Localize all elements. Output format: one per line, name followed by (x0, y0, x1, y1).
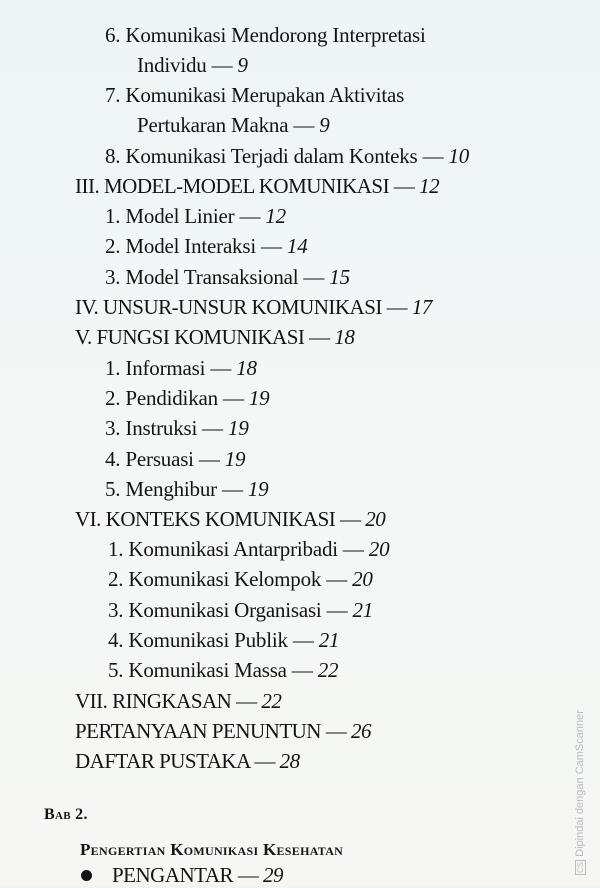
toc-page-number: 18 (236, 356, 257, 380)
toc-line (105, 415, 249, 441)
toc-text: Komunikasi Terjadi dalam Konteks — (125, 144, 444, 168)
toc-text: Komunikasi Publik — (128, 628, 314, 652)
toc-line (105, 22, 426, 48)
toc-page-number: 15 (329, 265, 350, 289)
toc-line (108, 566, 373, 592)
toc-text: Menghibur — (125, 477, 243, 501)
toc-number: 6. (105, 23, 121, 47)
toc-text: Individu — (137, 53, 233, 77)
toc-page-number: 14 (286, 234, 308, 258)
toc-text: Pendidikan — (125, 386, 244, 410)
camscanner-logo-icon: CS (576, 861, 585, 873)
toc-line (105, 264, 350, 290)
toc-number: 3. (108, 598, 124, 622)
toc-text: PERTANYAAN PENUNTUN — (75, 719, 347, 743)
toc-text: FUNGSI KOMUNIKASI — (96, 325, 330, 349)
toc-section-number: IV. (75, 295, 99, 319)
toc-section-heading (75, 324, 354, 350)
toc-text: DAFTAR PUSTAKA — (75, 749, 275, 773)
chapter-label: Bab 2. (44, 806, 88, 823)
toc-page-number: 19 (224, 447, 246, 471)
toc-text: Model Transaksional — (125, 265, 325, 289)
toc-text: Model Interaksi — (125, 234, 282, 258)
toc-section-number: V. (75, 325, 92, 349)
toc-line (105, 446, 245, 472)
toc-page-number: 20 (352, 567, 373, 591)
toc-line (105, 385, 269, 411)
toc-page-number: 19 (248, 386, 270, 410)
toc-text: Komunikasi Antarpribadi — (128, 537, 364, 561)
toc-page-number: 12 (419, 174, 440, 198)
chapter-title: Pengertian Komunikasi Kesehatan (80, 840, 344, 859)
bullet-icon (81, 870, 92, 881)
toc-text: Komunikasi Mendorong Interpretasi (125, 23, 426, 47)
toc-line (137, 52, 248, 78)
toc-text: Pertukaran Makna — (137, 113, 315, 137)
toc-line (108, 536, 389, 562)
toc-page-number: 9 (319, 113, 330, 137)
toc-number: 7. (105, 83, 121, 107)
toc-number: 3. (105, 265, 121, 289)
toc-page-number: 21 (318, 628, 340, 652)
toc-number: 4. (105, 447, 121, 471)
toc-number: 1. (108, 537, 124, 561)
toc-text: Persuasi — (125, 447, 220, 471)
toc-section-heading (75, 506, 385, 532)
toc-number: 5. (108, 658, 124, 682)
toc-text: Informasi — (125, 356, 232, 380)
toc-section-number: VI. (75, 507, 101, 531)
toc-text: UNSUR-UNSUR KOMUNIKASI — (102, 295, 408, 319)
toc-page-number: 29 (263, 863, 283, 887)
toc-section-heading (75, 748, 300, 774)
toc-page-number: 20 (368, 537, 390, 561)
toc-text: Instruksi — (125, 416, 223, 440)
toc-section-heading (75, 173, 439, 199)
toc-line (112, 862, 283, 888)
toc-line (105, 143, 469, 169)
toc-text: MODEL-MODEL KOMUNIKASI — (103, 174, 415, 198)
toc-page-number: 19 (228, 416, 249, 440)
toc-number: 5. (105, 477, 121, 501)
toc-page-number: 10 (448, 144, 470, 168)
toc-page-number: 12 (265, 204, 286, 228)
toc-section-heading (75, 688, 281, 714)
toc-line (105, 233, 308, 259)
toc-text: Model Linier — (125, 204, 261, 228)
toc-number: 1. (105, 204, 121, 228)
scanner-watermark (574, 710, 586, 875)
toc-page-number: 28 (279, 749, 300, 773)
toc-text: Komunikasi Organisasi — (128, 598, 348, 622)
toc-line (105, 203, 286, 229)
toc-page-number: 18 (334, 325, 355, 349)
toc-page-number: 20 (365, 507, 386, 531)
toc-line (105, 82, 404, 108)
toc-number: 2. (105, 234, 121, 258)
toc-section-heading (75, 294, 432, 320)
toc-line (108, 627, 339, 653)
toc-line (108, 597, 373, 623)
toc-text: KONTEKS KOMUNIKASI — (105, 507, 361, 531)
toc-line (105, 355, 257, 381)
toc-page-number: 9 (237, 53, 248, 77)
toc-number: 8. (105, 144, 121, 168)
toc-line (108, 657, 338, 683)
toc-number: 2. (105, 386, 121, 410)
toc-number: 4. (108, 628, 124, 652)
toc-text: RINGKASAN — (112, 689, 257, 713)
toc-page-number: 22 (317, 658, 339, 682)
toc-number: 1. (105, 356, 121, 380)
toc-line (105, 476, 268, 502)
toc-page-number: 17 (411, 295, 432, 319)
toc-text: Komunikasi Massa — (128, 658, 313, 682)
toc-page-number: 21 (352, 598, 374, 622)
toc-page-number: 19 (247, 477, 269, 501)
toc-section-heading (75, 718, 371, 744)
toc-section-number: III. (75, 174, 100, 198)
toc-text: Komunikasi Kelompok — (128, 567, 348, 591)
toc-text: PENGANTAR — (112, 863, 259, 887)
toc-text: Komunikasi Merupakan Aktivitas (125, 83, 405, 107)
toc-page-number: 22 (261, 689, 282, 713)
toc-line (137, 112, 330, 138)
toc-section-number: VII. (75, 689, 108, 713)
watermark-text: Dipindai dengan CamScanner (574, 710, 586, 857)
toc-number: 2. (108, 567, 124, 591)
toc-page-number: 26 (350, 719, 371, 743)
toc-number: 3. (105, 416, 121, 440)
